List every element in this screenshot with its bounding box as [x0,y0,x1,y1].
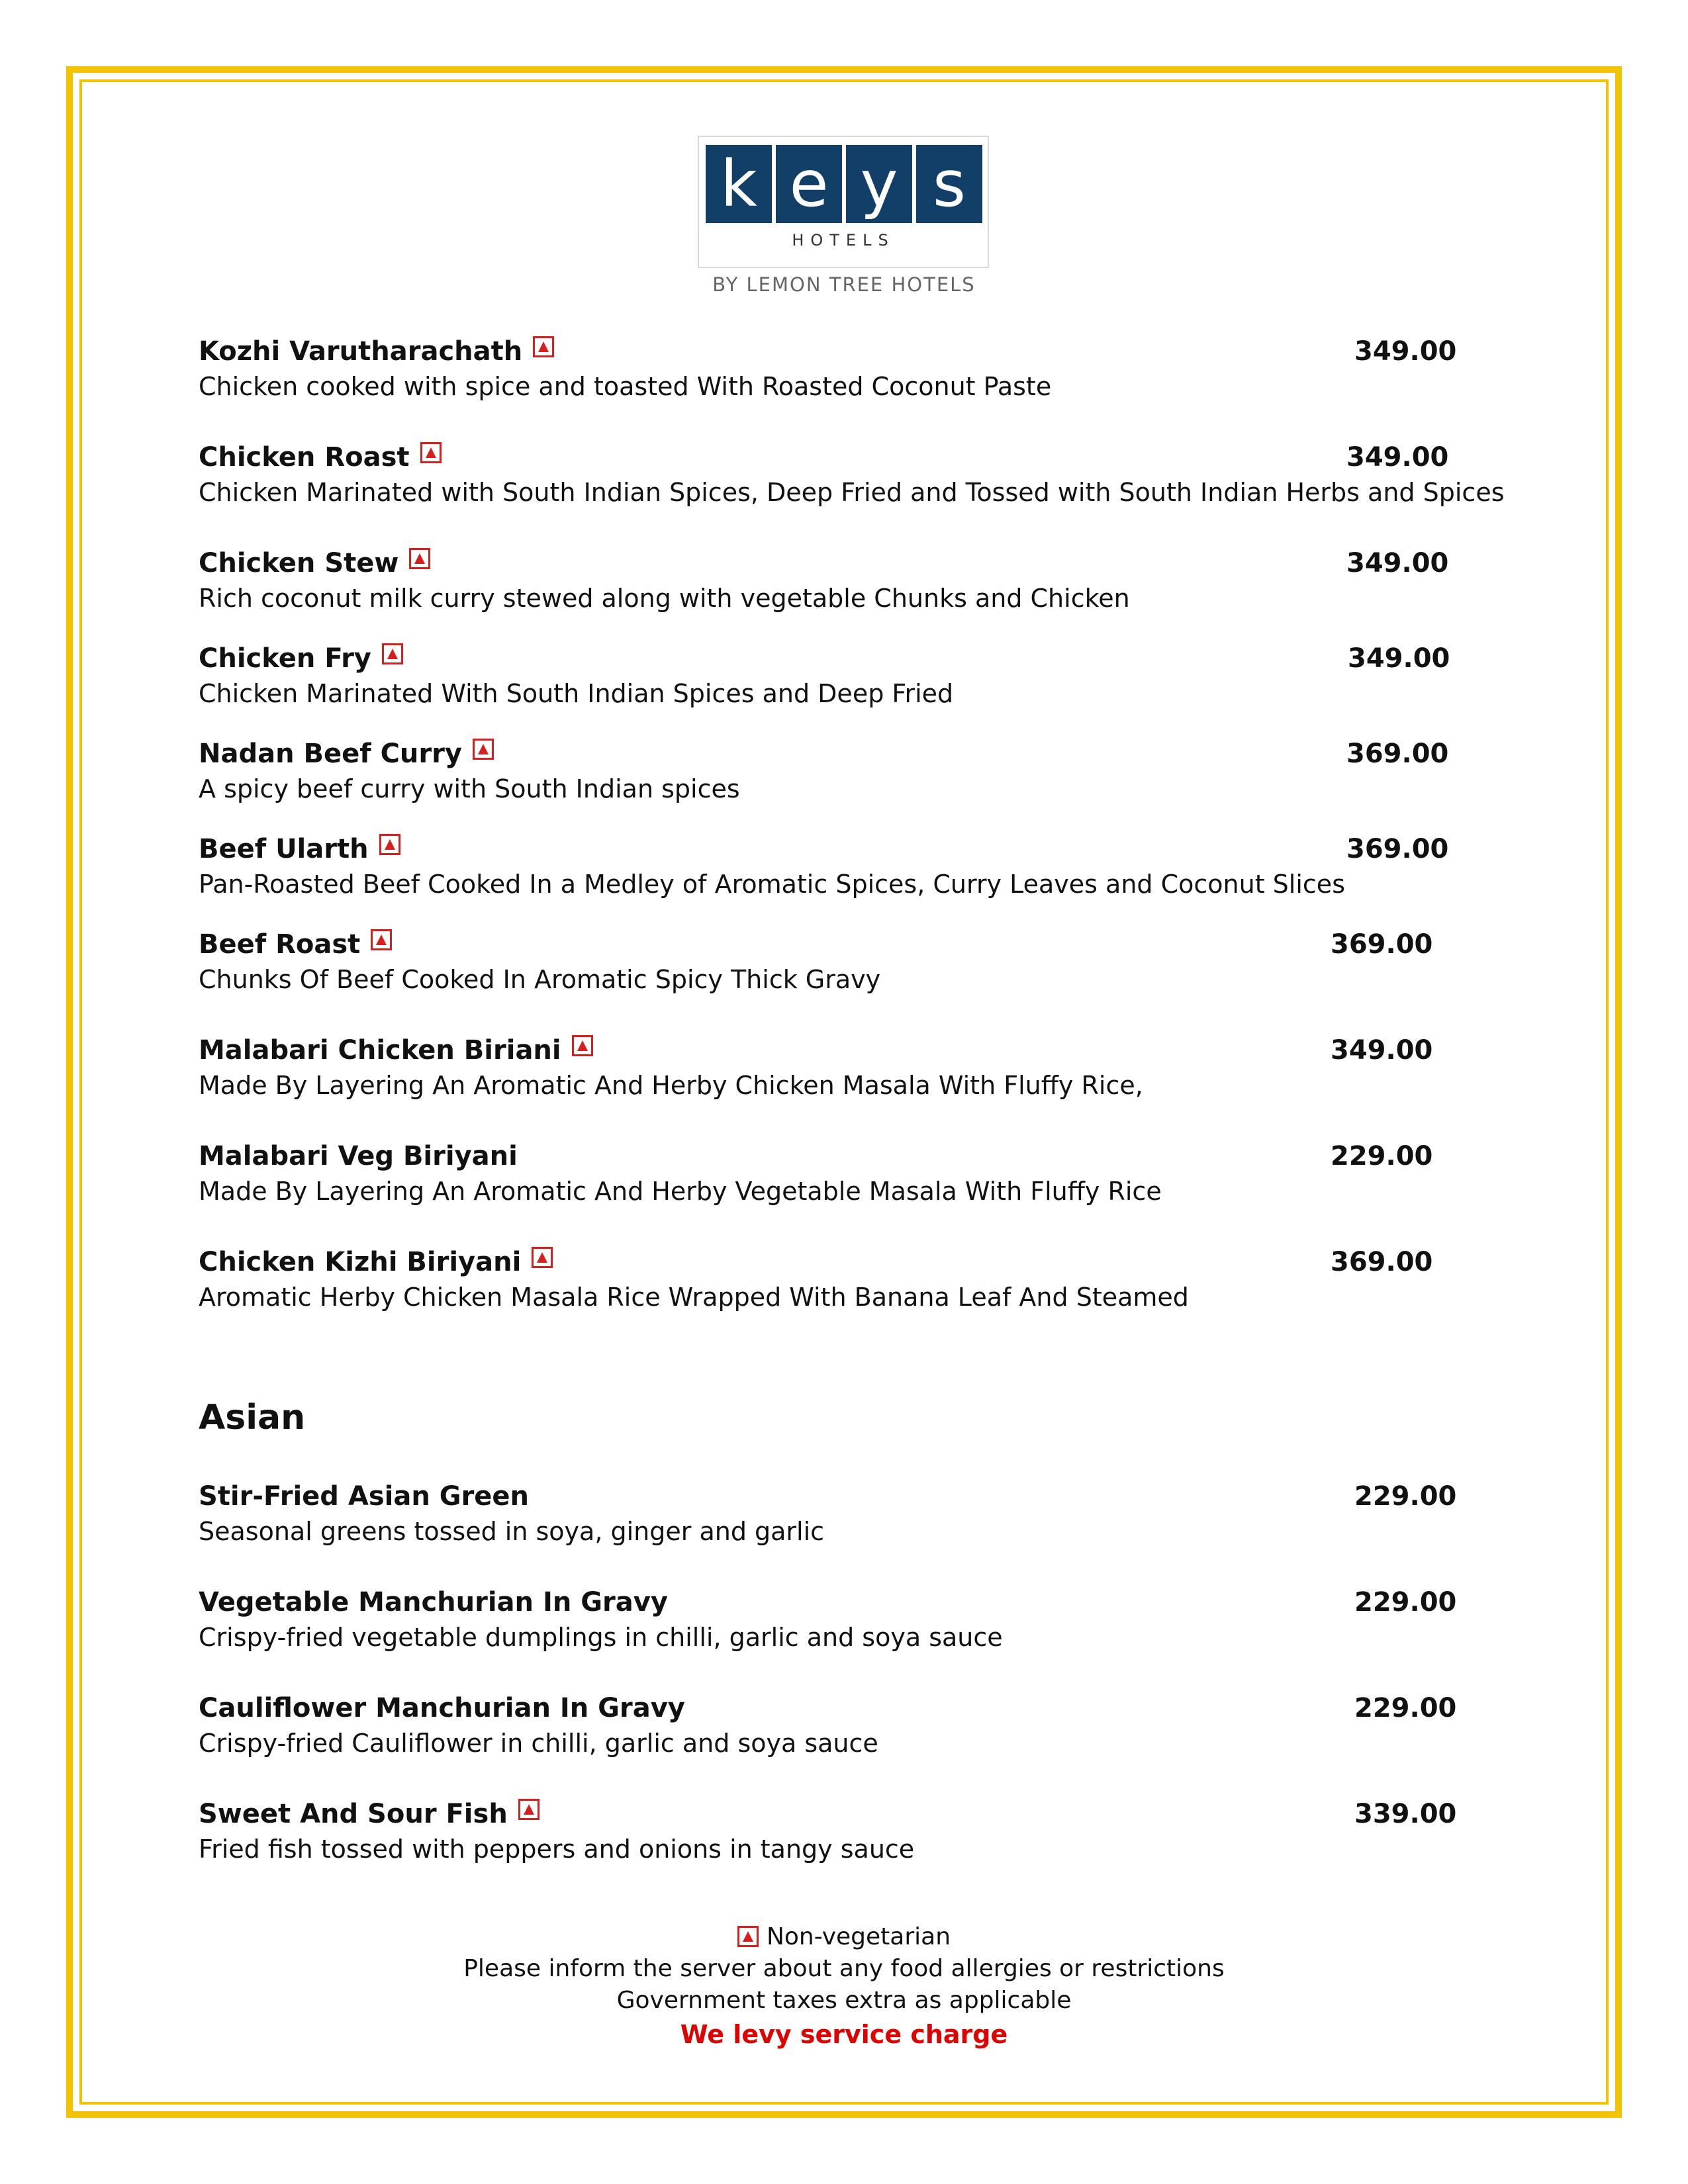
menu-item-description: A spicy beef curry with South Indian spices [199,774,740,803]
menu-item-name: Sweet And Sour Fish [199,1799,508,1829]
menu-item-name: Chicken Fry [199,643,371,674]
non-veg-icon [379,834,400,855]
menu-item-description: Chicken Marinated with South Indian Spices, Deep Fried and Tossed with South Indian Herbs and Spices [199,478,1505,507]
logo-letter-s: s [916,145,982,223]
non-veg-icon [518,1799,539,1820]
menu-item-price: 339.00 [1354,1799,1457,1829]
menu-item-description: Seasonal greens tossed in soya, ginger and garlic [199,1517,825,1546]
menu-item-name: Chicken Roast [199,442,410,473]
menu-item-name: Vegetable Manchurian In Gravy [199,1587,668,1617]
menu-item-description: Chicken Marinated With South Indian Spices and Deep Fried [199,679,954,708]
logo-letter-y: y [846,145,912,223]
non-veg-icon [371,929,392,950]
logo-letter-k: k [706,145,772,223]
menu-item-name: Beef Ularth [199,834,369,864]
logo-letter-row [706,145,982,223]
allergy-note: Please inform the server about any food allergies or restrictions [463,1955,1225,1982]
logo-subtitle: HOTELS [792,231,895,250]
non-veg-icon [473,739,494,760]
menu-item-price: 349.00 [1348,643,1450,674]
menu-item-name: Malabari Chicken Biriani [199,1035,561,1066]
menu-item-description: Crispy-fried vegetable dumplings in chilli, garlic and soya sauce [199,1623,1003,1652]
menu-item-price: 349.00 [1331,1035,1433,1066]
tax-note: Government taxes extra as applicable [616,1987,1072,2014]
menu-item-description: Crispy-fried Cauliflower in chilli, garlic and soya sauce [199,1729,878,1758]
menu-item-name: Beef Roast [199,929,361,960]
menu-item-name: Cauliflower Manchurian In Gravy [199,1693,685,1723]
menu-item-name: Malabari Veg Biriyani [199,1141,518,1171]
menu-item-price: 369.00 [1331,929,1433,960]
menu-item-description: Pan-Roasted Beef Cooked In a Medley of Aromatic Spices, Curry Leaves and Coconut Slices [199,870,1345,899]
keys-hotels-logo [698,136,989,268]
menu-item-description: Made By Layering An Aromatic And Herby Chicken Masala With Fluffy Rice, [199,1071,1143,1100]
non-veg-icon [382,643,403,664]
menu-item-name: Chicken Stew [199,548,399,578]
menu-item-price: 349.00 [1354,336,1457,367]
logo-byline: BY LEMON TREE HOTELS [712,273,976,296]
menu-item-name: Nadan Beef Curry [199,739,462,769]
menu-item-name: Chicken Kizhi Biriyani [199,1247,522,1277]
menu-item-description: Aromatic Herby Chicken Masala Rice Wrapped With Banana Leaf And Steamed [199,1283,1189,1312]
menu-item-name: Stir-Fried Asian Green [199,1481,530,1512]
non-veg-legend-icon [737,1926,759,1947]
menu-item-description: Chicken cooked with spice and toasted With Roasted Coconut Paste [199,372,1052,401]
menu-item-price: 229.00 [1354,1693,1457,1723]
menu-item-description: Made By Layering An Aromatic And Herby Vegetable Masala With Fluffy Rice [199,1177,1162,1206]
menu-item-description: Fried fish tossed with peppers and onions in tangy sauce [199,1835,915,1864]
non-veg-icon [532,1247,553,1268]
non-veg-icon [533,336,554,357]
non-veg-icon [420,442,442,463]
non-veg-icon [409,548,430,569]
section-title-asian: Asian [199,1398,306,1437]
menu-item-description: Rich coconut milk curry stewed along with vegetable Chunks and Chicken [199,584,1130,613]
menu-item-price: 349.00 [1346,442,1449,473]
menu-item-price: 229.00 [1354,1481,1457,1512]
service-charge-note: We levy service charge [680,2020,1008,2049]
menu-item-price: 369.00 [1346,834,1449,864]
menu-item-price: 349.00 [1346,548,1449,578]
menu-item-price: 369.00 [1331,1247,1433,1277]
menu-item-price: 229.00 [1331,1141,1433,1171]
menu-item-description: Chunks Of Beef Cooked In Aromatic Spicy Thick Gravy [199,965,881,994]
non-veg-legend [0,1923,1688,1950]
menu-item-price: 229.00 [1354,1587,1457,1617]
non-veg-legend-label: Non-vegetarian [766,1923,951,1950]
non-veg-icon [572,1035,593,1056]
menu-item-price: 369.00 [1346,739,1449,769]
menu-item-name: Kozhi Varutharachath [199,336,523,367]
logo-letter-e: e [776,145,842,223]
